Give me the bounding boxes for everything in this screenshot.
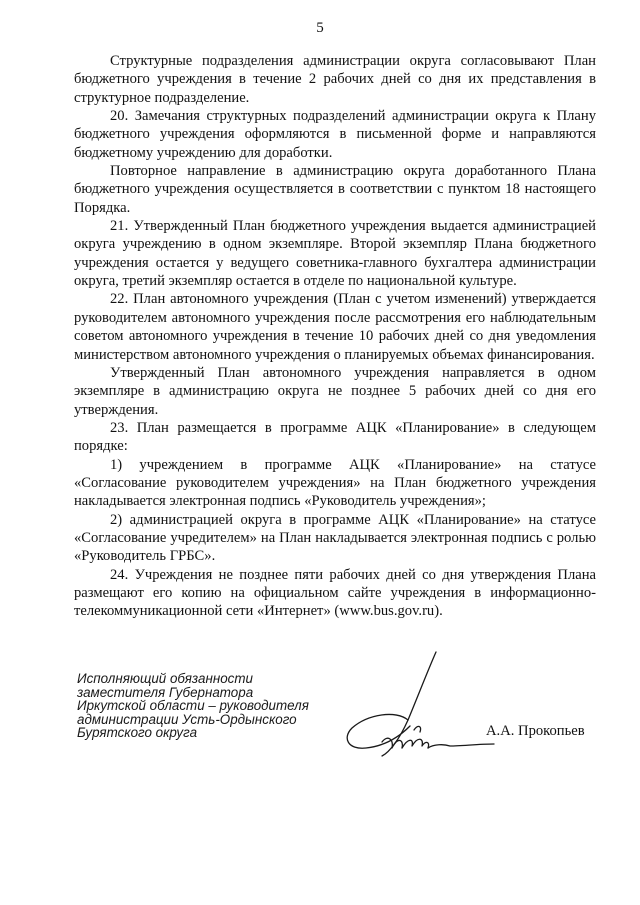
page-number: 5 <box>316 20 324 36</box>
document-body <box>74 52 596 621</box>
paragraph-23-item-1: 1) учреждением в программе АЦК «Планирование» на статусе «Согласование руководителем учреждения» на План бюджетного учреждения накладывается электронная подпись «Руководитель учреждения»; <box>74 456 596 510</box>
signatory-position-line: заместителя Губернатора <box>77 684 254 700</box>
signatory-position-line: администрации Усть-Ордынского <box>77 711 297 727</box>
paragraph-autonomous-submission: Утвержденный План автономного учреждения направляется в одном экземпляре в администрацию округа не позднее 5 рабочих дней со дня его утверждения. <box>74 364 596 418</box>
signatory-name: А.А. Прокопьев <box>486 723 585 739</box>
paragraph-approval-by-divisions: Структурные подразделения администрации округа согласовывают План бюджетного учреждения в течение 2 рабочих дней со дня их представления в структурное подразделение. <box>74 53 596 106</box>
signatory-position-line: Исполняющий обязанности <box>77 671 253 686</box>
signatory-position-line: Иркутской области – руководителя <box>77 698 309 714</box>
paragraph-resubmission: Повторное направление в администрацию округа доработанного Плана бюджетного учреждения осуществляется в соответствии с пунктом 18 настоящего Порядка. <box>74 163 596 216</box>
paragraph-24-publication: 24. Учреждения не позднее пяти рабочих дней со дня утверждения Плана размещают его копию на официальном сайте учреждения в информационно-телекоммуникационной сети «Интернет» (www.bus.gov.ru). <box>74 566 596 620</box>
paragraph-22-autonomous-plan: 22. План автономного учреждения (План с учетом изменений) утверждается руководителем автономного учреждения после рассмотрения его наблюдательным советом автономного учреждения в течение 10 рабочих дней со дня уведомления министерством автономного учреждения о планируемых объемах финансирования. <box>74 291 596 363</box>
signatory-position <box>77 672 309 740</box>
paragraph-23-item-2: 2) администрацией округа в программе АЦК «Планирование» на статусе «Согласование учредителем» на План накладывается электронная подпись с ролью «Руководитель ГРБС». <box>74 511 596 565</box>
paragraph-21-approved-plan: 21. Утвержденный План бюджетного учреждения выдается администрацией округа учреждению в одном экземпляре. Второй экземпляр Плана бюджетного учреждения остается у ведущего советника-главного бухгалтера администрации округа, третий экземпляр остается в отделе по национальной культуре. <box>74 218 596 290</box>
paragraph-23-placement-order: 23. План размещается в программе АЦК «Планирование» в следующем порядке: <box>74 419 596 455</box>
signatory-position-line: Бурятского округа <box>77 725 198 741</box>
paragraph-20-remarks: 20. Замечания структурных подразделений администрации округа к Плану бюджетного учреждения оформляются в письменной форме и направляются бюджетному учреждению для доработки. <box>74 108 596 161</box>
handwritten-signature <box>338 648 498 766</box>
